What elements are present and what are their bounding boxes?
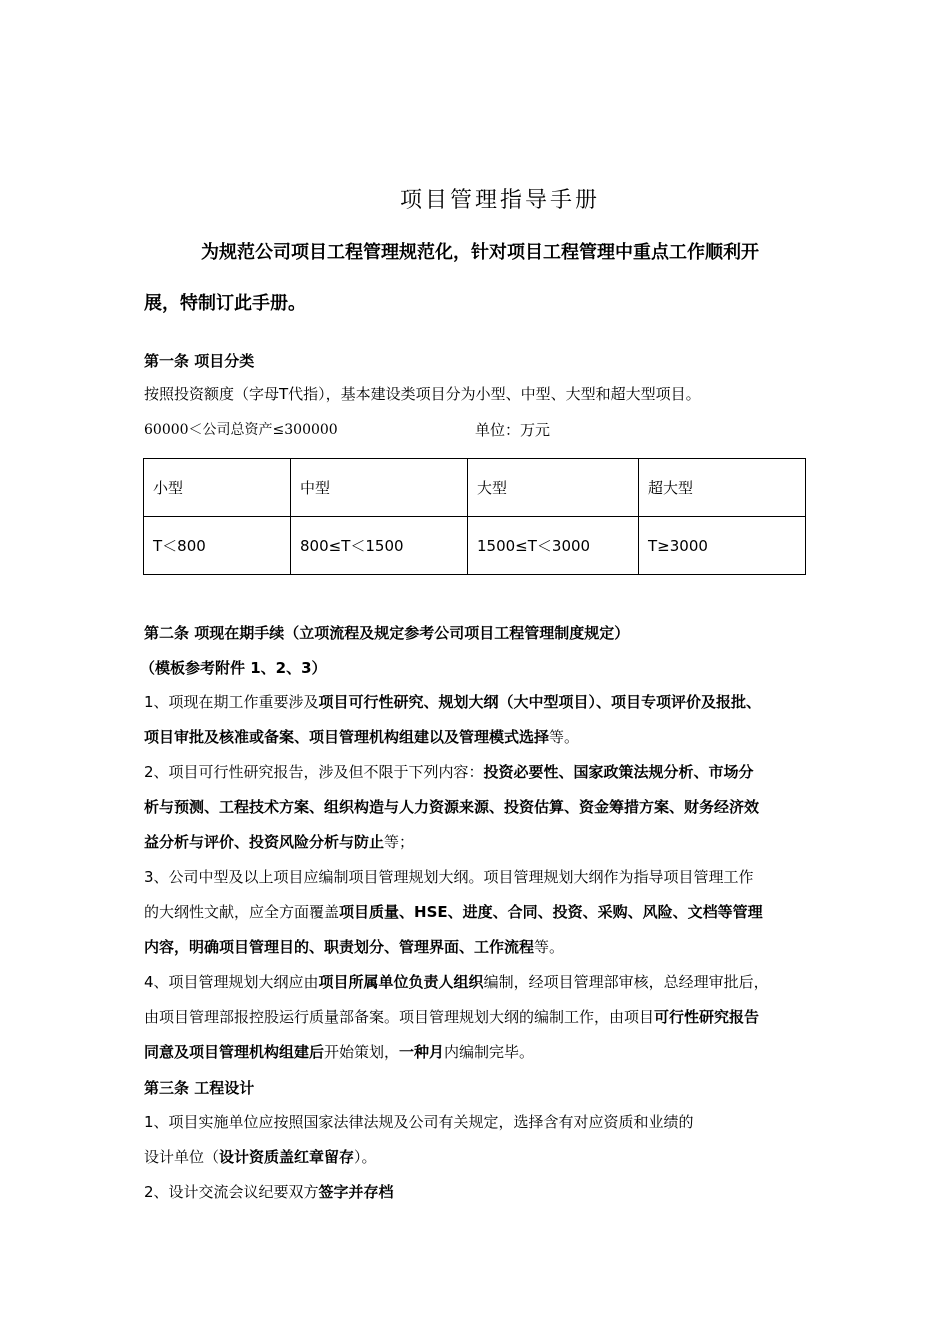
bold-run: 设计资质盖红章留存 — [219, 1148, 355, 1166]
intro-line-2: 展，特制订此手册。 — [144, 293, 306, 314]
bold-run: 签字并存档 — [318, 1183, 394, 1201]
article2-p4-line3 — [144, 1042, 534, 1062]
bold-run: 项目质量、HSE、进度、合同、投资、采购、风险、文档等管理 — [339, 903, 763, 921]
article2-p3-line1: 3、公司中型及以上项目应编制项目管理规划大纲。项目管理规划大纲作为指导项目管理工作 — [144, 868, 754, 886]
text-run: 等。 — [534, 938, 565, 956]
article2-p3-line2 — [144, 902, 763, 922]
bold-run: 投资必要性、国家政策法规分析、市场分 — [483, 763, 754, 781]
bold-run: 同意及项目管理机构组建后 — [144, 1043, 325, 1061]
table-header-cell: 中型 — [291, 459, 468, 517]
table-cell: 800≤T＜1500 — [291, 517, 468, 575]
intro-line-1: 为规范公司项目工程管理规范化，针对项目工程管理中重点工作顺利开 — [201, 242, 759, 263]
bold-run: 项目所属单位负责人组织 — [318, 973, 484, 991]
article2-p1-line1 — [144, 692, 761, 712]
text-run: 编制，经项目管理部审核，总经理审批后， — [483, 973, 769, 991]
bold-run: 析与预测、工程技术方案、组织构造与人力资源来源、投资估算、资金筹措方案、财务经济效 — [144, 798, 760, 816]
bold-run: 内容，明确项目管理目的、职责划分、管理界面、工作流程 — [144, 938, 535, 956]
table-row — [144, 517, 806, 575]
text-run: 等； — [384, 833, 415, 851]
text-run: 的大纲性文献，应全方面覆盖 — [144, 903, 340, 921]
article1-text: 按照投资额度（字母T代指），基本建设类项目分为小型、中型、大型和超大型项目。 — [144, 385, 701, 403]
article3-heading: 第三条 工程设计 — [144, 1079, 255, 1097]
article3-p1-line2 — [144, 1147, 377, 1167]
article2-heading: 第二条 项现在期手续（立项流程及规定参考公司项目工程管理制度规定） — [144, 624, 630, 642]
table-cell: T＜800 — [144, 517, 291, 575]
text-run: 内编制完毕。 — [444, 1043, 535, 1061]
text-run: ）。 — [354, 1148, 377, 1166]
article1-condition: 60000＜公司总资产≤300000 — [144, 422, 338, 438]
table-header-row — [144, 459, 806, 517]
article2-p2-line1 — [144, 762, 754, 782]
article2-sub: （模板参考附件 1、2、3） — [140, 659, 327, 677]
article1-heading: 第一条 项目分类 — [144, 352, 255, 370]
bold-run: 项目可行性研究、规划大纲（大中型项目）、项目专项评价及报批、 — [318, 693, 762, 711]
article2-p2-line3 — [144, 832, 414, 852]
article3-p1-line1: 1、项目实施单位应按照国家法律法规及公司有关规定，选择含有对应资质和业绩的 — [144, 1113, 694, 1131]
article1-unit: 单位：万元 — [475, 421, 551, 439]
article2-p3-line3 — [144, 937, 564, 957]
text-run: 设计单位（ — [144, 1148, 220, 1166]
bold-run: 可行性研究报告 — [654, 1008, 760, 1026]
text-run: 2、项目可行性研究报告，涉及但不限于下列内容： — [144, 763, 484, 781]
project-size-table — [143, 458, 806, 575]
bold-run: 一种月 — [399, 1043, 445, 1061]
bold-run: 项目审批及核准或备案、项目管理机构组建以及管理模式选择 — [144, 728, 550, 746]
text-run: 由项目管理部报控股运行质量部备案。项目管理规划大纲的编制工作，由项目 — [144, 1008, 655, 1026]
article3-p2-line1 — [144, 1182, 394, 1202]
article2-p4-line1 — [144, 972, 769, 992]
article2-p4-line2 — [144, 1007, 759, 1027]
page-title: 项目管理指导手册 — [399, 188, 600, 213]
text-run: 等。 — [549, 728, 580, 746]
table-header-cell: 小型 — [144, 459, 291, 517]
bold-run: 益分析与评价、投资风险分析与防止 — [144, 833, 385, 851]
table-cell: 1500≤T＜3000 — [468, 517, 639, 575]
text-run: 1、项现在期工作重要涉及 — [144, 693, 319, 711]
article2-p1-line2 — [144, 727, 579, 747]
table-header-cell: 大型 — [468, 459, 639, 517]
text-run: 开始策划， — [324, 1043, 400, 1061]
text-run: 4、项目管理规划大纲应由 — [144, 973, 319, 991]
table-cell: T≥3000 — [639, 517, 806, 575]
text-run: 2、设计交流会议纪要双方 — [144, 1183, 319, 1201]
table-header-cell: 超大型 — [639, 459, 806, 517]
article2-p2-line2 — [144, 797, 759, 817]
